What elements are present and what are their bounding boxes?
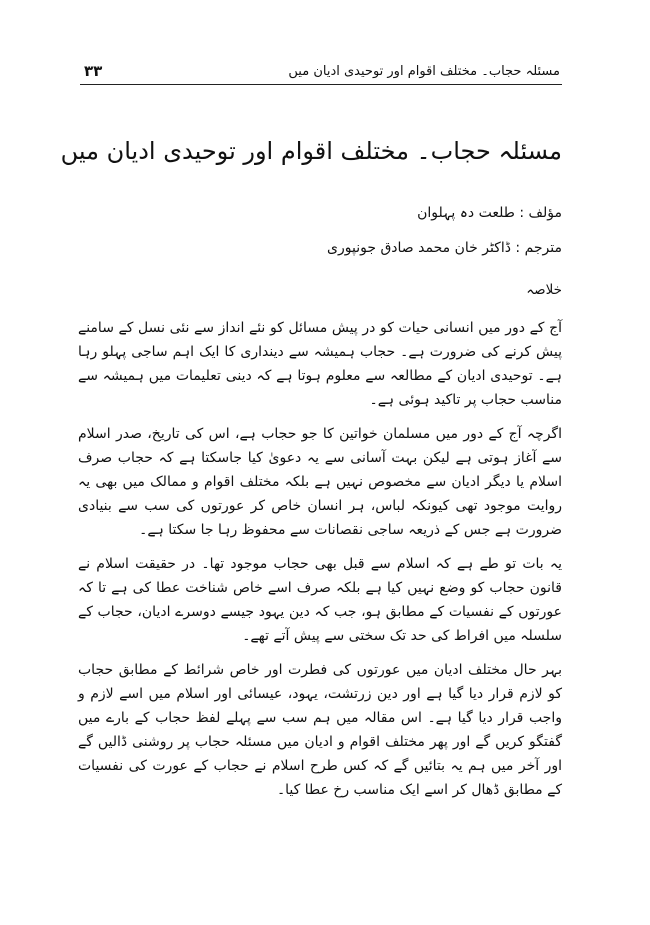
paragraph-2: اگرچہ آج کے دور میں مسلمان خواتین کا جو حجاب ہے، اس کی تاریخ، صدر اسلام سے آغاز ہوتی ہے لیکن بہت آسانی سے یہ دعویٰ کیا جاسکتا ہے کہ حجاب صرف اسلام یا دیگر ادیان سے مخصوص نہیں ہے بلکہ مختلف اقوام و ممالک میں بھی یہ روایت موجود تھی کیونکہ لباس، ہر انسان خاص کر عورتوں کی سب سے بنیادی ضرورت ہے جس کے ذریعہ ساجی نقصانات سے محفوظ رہا جا سکتا ہے۔ [78, 426, 562, 538]
paragraph-1: آج کے دور میں انسانی حیات کو در پیش مسائل کو نئے انداز سے نئی نسل کے سامنے پیش کرنے کی ضرورت ہے۔ حجاب ہمیشہ سے دینداری کا ایک اہم ساجی پہلو رہا ہے۔ توحیدی ادیان کے مطالعہ سے معلوم ہوتا ہے کہ دینی تعلیمات میں ہمیشہ سے مناسب حجاب پر تاکید ہوئی ہے۔ [78, 320, 562, 408]
translator-line: مترجم : ڈاکٹر خان محمد صادق جونپوری [327, 240, 562, 256]
page-number: ۳۳ [84, 62, 103, 80]
abstract-body [78, 316, 562, 812]
paragraph-3: یہ بات تو طے ہے کہ اسلام سے قبل بھی حجاب موجود تھا۔ در حقیقت اسلام نے قانون حجاب کو وضع نہیں کیا ہے بلکہ صرف اسے خاص شناخت عطا کی ہے تا کہ عورتوں کے نفسیات کے مطابق ہو، جب کہ دین یہود جیسے دوسرے ادیان، حجاب کے سلسلہ میں افراط کی حد تک سختی سے پیش آتے تھے۔ [78, 556, 562, 644]
running-header [80, 62, 562, 85]
running-title: مسئلہ حجاب۔ مختلف اقوام اور توحیدی ادیان میں [288, 64, 560, 79]
abstract-heading: خلاصہ [526, 282, 562, 298]
author-line: مؤلف : طلعت دہ پہلوان [417, 205, 562, 221]
article-title: مسئلہ حجاب۔ مختلف اقوام اور توحیدی ادیان میں [60, 137, 562, 165]
paragraph-4: بہر حال مختلف ادیان میں عورتوں کی فطرت اور خاص شرائط کے مطابق حجاب کو لازم قرار دیا گیا ہے اور دین زرتشت، یہود، عیسائی اور اسلام میں اسے لازم و واجب قرار دیا گیا ہے۔ اس مقالہ میں ہم سب سے پہلے لفظ حجاب کے بارے میں گفتگو کریں گے اور پھر مختلف اقوام و ادیان میں مسئلہ حجاب پر روشنی ڈالیں گے اور آخر میں ہم یہ بتائیں گے کہ کس طرح اسلام نے حجاب کے عورت کی نفسیات کے مطابق ڈھال کر اسے ایک مناسب رخ عطا کیا۔ [78, 662, 562, 798]
